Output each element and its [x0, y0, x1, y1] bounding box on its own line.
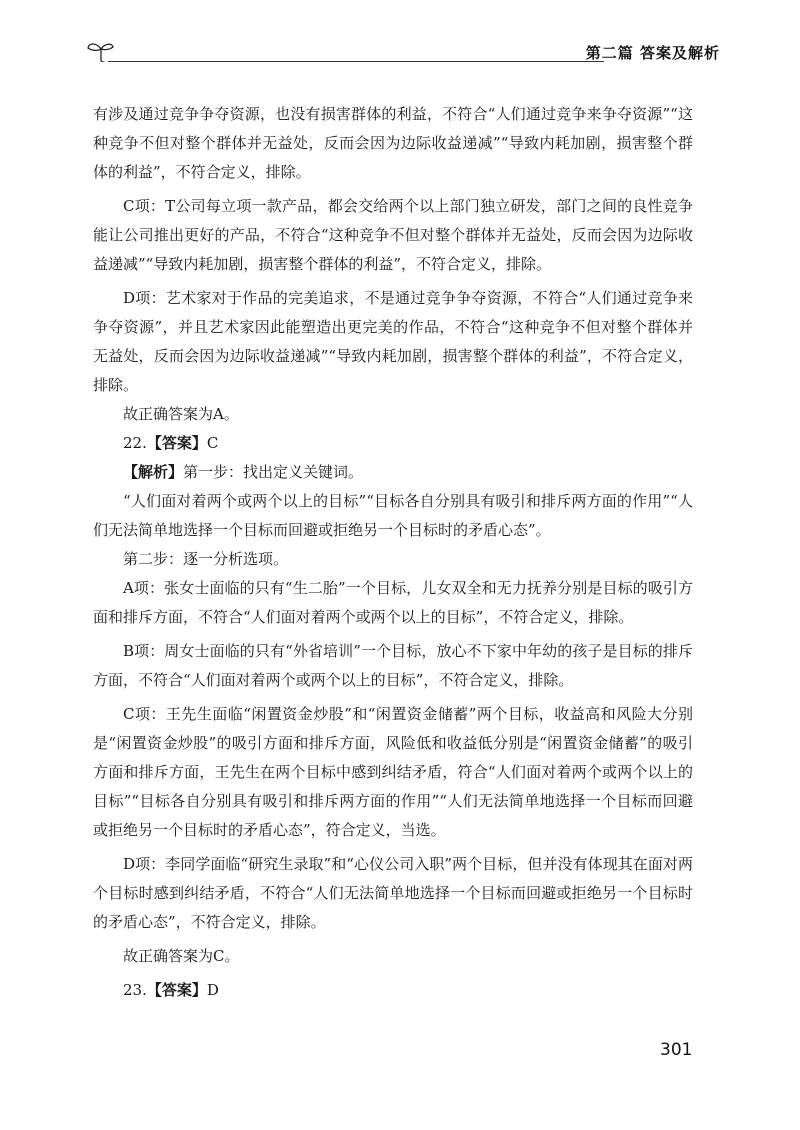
question-23-answer	[93, 976, 693, 1005]
header-title: 第二篇 答案及解析	[585, 44, 720, 62]
page-header	[86, 38, 720, 72]
paragraph-conclusion: 故正确答案为C。	[123, 947, 240, 965]
answer-value: C	[206, 434, 219, 452]
paragraph: 有涉及通过竞争争夺资源，也没有损害群体的利益，不符合“人们通过竞争来争夺资源”“这种竞争不但对整个群体并无益处，反而会因为边际收益递减”“导致内耗加剧，损害整个群体的利益”，不符合定义，排除。	[93, 105, 693, 181]
paragraph-option-a: A项：张女士面临的只有“生二胎”一个目标，儿女双全和无力抚养分别是目标的吸引方面和排斥方面，不符合“人们面对着两个或两个以上的目标”，不符合定义，排除。	[93, 579, 693, 626]
question-number: 22.	[123, 434, 147, 452]
answer-label: 【答案】	[146, 981, 207, 999]
analysis-step-two: 第二步：逐一分析选项。	[123, 550, 289, 568]
page-number: 301	[660, 1040, 693, 1060]
sprout-icon	[86, 40, 116, 62]
paragraph-keywords: “人们面对着两个或两个以上的目标”“目标各自分别具有吸引和排斥两方面的作用”“人们无法简单地选择一个目标而回避或拒绝另一个目标时的矛盾心态”。	[93, 492, 693, 539]
paragraph-option-d: D项：艺术家对于作品的完美追求，不是通过竞争争夺资源，不符合“人们通过竞争来争夺资源”，并且艺术家因此能塑造出更完美的作品，不符合“这种竞争不但对整个群体并无益处，反而会因为边际收益递减”“导致内耗加剧，损害整个群体的利益”，不符合定义，排除。	[93, 289, 693, 394]
header-rule	[108, 61, 604, 62]
question-22-answer	[93, 429, 693, 458]
question-number: 23.	[123, 981, 147, 999]
answer-value: D	[206, 981, 219, 999]
paragraph-option-b: B项：周女士面临的只有“外省培训”一个目标，放心不下家中年幼的孩子是目标的排斥方面，不符合“人们面对着两个或两个以上的目标”，不符合定义，排除。	[93, 642, 693, 689]
paragraph-option-d: D项：李同学面临“研究生录取”和“心仪公司入职”两个目标，但并没有体现其在面对两个目标时感到纠结矛盾，不符合“人们无法简单地选择一个目标而回避或拒绝另一个目标时的矛盾心态”，不符合定义，排除。	[93, 855, 693, 931]
answer-label: 【答案】	[146, 434, 207, 452]
paragraph-option-c: C项：王先生面临“闲置资金炒股”和“闲置资金储蓄”两个目标，收益高和风险大分别是“闲置资金炒股”的吸引方面和排斥方面，风险低和收益低分别是“闲置资金储蓄”的吸引方面和排斥方面，王先生在两个目标中感到纠结矛盾，符合“人们面对着两个或两个以上的目标”“目标各自分别具有吸引和排斥两方面的作用”“人们无法简单地选择一个目标而回避或拒绝另一个目标时的矛盾心态”，符合定义，当选。	[93, 705, 693, 839]
analysis-label: 【解析】	[123, 463, 184, 481]
analysis-text: 第一步：找出定义关键词。	[183, 463, 364, 481]
analysis-step-one	[93, 458, 693, 487]
paragraph-option-c: C项：T公司每立项一款产品，都会交给两个以上部门独立研发，部门之间的良性竞争能让公司推出更好的产品，不符合“这种竞争不但对整个群体并无益处，反而会因为边际收益递减”“导致内耗加剧，损害整个群体的利益”，不符合定义，排除。	[93, 197, 693, 273]
paragraph-conclusion: 故正确答案为A。	[123, 405, 239, 423]
page-body	[93, 100, 693, 1005]
